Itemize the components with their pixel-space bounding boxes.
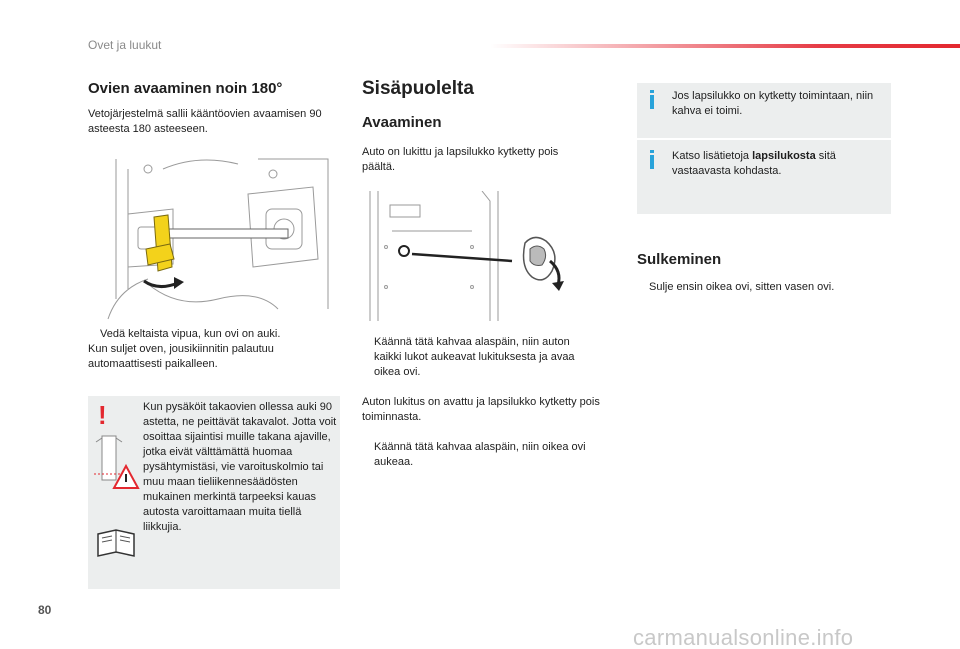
opening-middle-text: Auton lukitus on avattu ja lapsilukko kytketty pois toiminnasta. [362, 396, 600, 423]
info-text-1: Jos lapsilukko on kytketty toimintaan, niin kahva ei toimi. [672, 90, 874, 117]
subtitle-closing: Sulkeminen [637, 251, 722, 268]
header-title: Ovet ja luukut [88, 38, 162, 52]
bullet-mark [637, 280, 649, 295]
section-title-door-180: Ovien avaaminen noin 180° [88, 80, 283, 97]
column-door-180 [88, 78, 340, 589]
opening-bullet-2 [362, 440, 617, 470]
watermark: carmanualsonline.info [633, 625, 854, 649]
manual-book-icon [96, 528, 136, 558]
closing-bullet-text: Sulje ensin oikea ovi, sitten vasen ovi. [649, 281, 835, 293]
column-info [637, 83, 891, 295]
info-text-2-bold: lapsilukosta [752, 150, 816, 162]
info-icon [650, 155, 654, 169]
interior-handle-drawing [362, 191, 584, 325]
door-180-bullet-text: Vedä keltaista vipua, kun ovi on auki. [100, 328, 281, 340]
header-accent-bar [490, 44, 960, 48]
page-number: 80 [38, 603, 52, 617]
bullet-mark [88, 327, 100, 342]
door-180-intro: Vetojärjestelmä sallii kääntöovien avaamisen 90 asteesta 180 asteeseen. [88, 108, 322, 135]
subtitle-opening: Avaaminen [362, 114, 442, 131]
section-title-inside: Sisäpuolelta [362, 78, 474, 99]
bullet-mark [362, 440, 374, 470]
info-divider [637, 138, 891, 140]
opening-intro: Auto on lukittu ja lapsilukko kytketty pois päältä. [362, 146, 559, 173]
info-text-2 [672, 149, 882, 179]
warning-box [88, 396, 340, 589]
opening-bullet-1-text: Käännä tätä kahvaa alaspäin, niin auton kaikki lukot aukeavat lukituksesta ja avaa oikea ovi. [374, 336, 575, 378]
door-lever-illustration [88, 149, 340, 321]
warning-text: Kun pysäköit takaovien ollessa auki 90 astetta, ne peittävät takavalot. Jotta voit osoittaa sijaintisi muille takana ajaville, jotka eivät välttämättä huomaa pysähtymistäsi, vie varoituskolmio tai muu maan tieliikennesäädösten mukainen merkintä tarpeeksi kauas autosta varoittamaan muita tiellä liikkujia. [143, 401, 337, 533]
opening-bullet-2-text: Käännä tätä kahvaa alaspäin, niin oikea ovi aukeaa. [374, 441, 586, 468]
door-180-bullet [88, 327, 340, 342]
info-text-2-pre: Katso lisätietoja [672, 150, 753, 162]
info-box [637, 83, 891, 214]
closing-bullet [637, 280, 891, 295]
opening-bullet-1 [362, 335, 617, 380]
bullet-mark [362, 335, 374, 380]
column-inside [362, 78, 617, 470]
warning-exclamation-icon: ! [98, 400, 107, 430]
parked-van-warning-triangle-icon [92, 434, 140, 524]
door-lever-drawing [88, 149, 340, 321]
door-180-after-bullet: Kun suljet oven, jousikiinnitin palautuu automaattisesti paikalleen. [88, 343, 274, 370]
handle-illustration [362, 191, 584, 325]
info-text-2-post: sitä vastaavasta kohdasta. [672, 150, 836, 177]
info-icon [650, 95, 654, 109]
